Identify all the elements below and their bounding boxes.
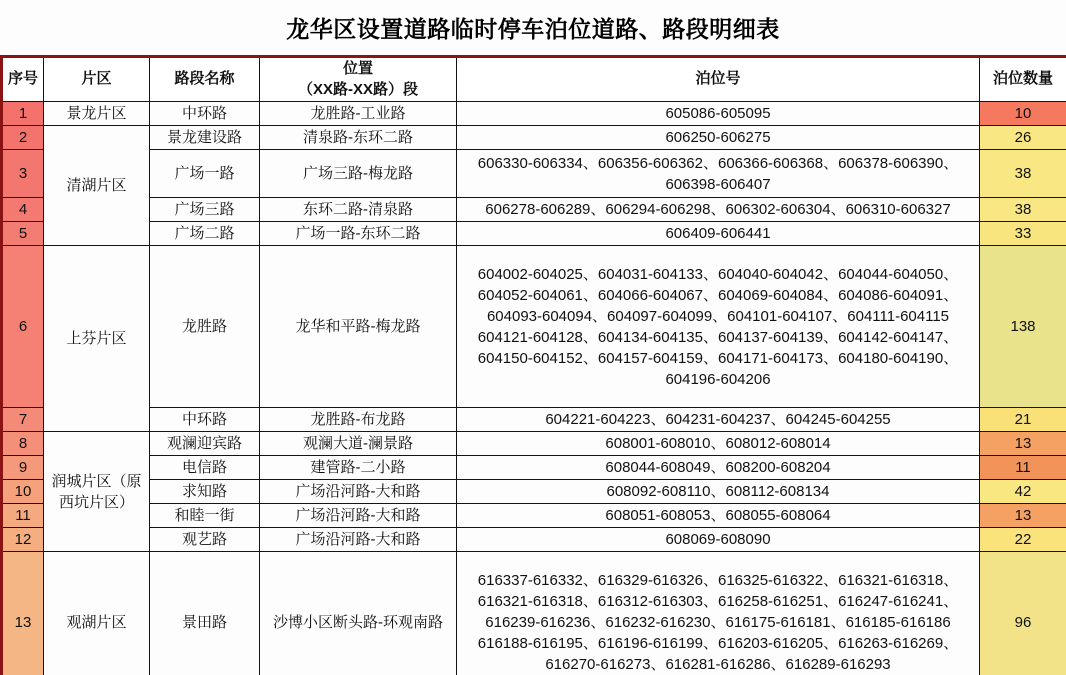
qty-cell: 96 xyxy=(980,552,1066,675)
seq-cell: 4 xyxy=(2,198,44,222)
berth-cell: 608092-608110、608112-608134 xyxy=(457,480,980,504)
seq-cell: 8 xyxy=(2,432,44,456)
location-cell: 清泉路-东环二路 xyxy=(260,126,457,150)
road-cell: 广场一路 xyxy=(150,150,260,198)
header-seq: 序号 xyxy=(2,57,44,102)
seq-cell: 5 xyxy=(2,222,44,246)
berth-cell xyxy=(457,552,980,675)
berth-block-1: 604002-604025、604031-604133、604040-604042、604044-604050、604052-604061、604066-604067、604069-604084、604086-604091、604093-604094、604097-604099、604101-604107、604111-604115 xyxy=(477,265,959,325)
seq-cell: 10 xyxy=(2,480,44,504)
qty-cell: 21 xyxy=(980,408,1066,432)
berth-cell: 608044-608049、608200-608204 xyxy=(457,456,980,480)
qty-cell: 13 xyxy=(980,432,1066,456)
location-cell: 龙华和平路-梅龙路 xyxy=(260,246,457,408)
berth-cell: 606250-606275 xyxy=(457,126,980,150)
berth-block-2: 604121-604128、604134-604135、604137-604139、604142-604147、604150-604152、604157-604159、604171-604173、604180-604190、604196-604206 xyxy=(477,328,959,388)
location-cell: 建管路-二小路 xyxy=(260,456,457,480)
berth-block-1: 616337-616332、616329-616326、616325-616322、616321-616318、616321-616318、616312-616303、616258-616251、616247-616241、616239-616236、616232-616230、616175-616181、616185-616186 xyxy=(477,572,959,631)
location-cell: 龙胜路-工业路 xyxy=(260,102,457,126)
berth-cell xyxy=(457,246,980,408)
road-cell: 中环路 xyxy=(150,408,260,432)
qty-cell: 38 xyxy=(980,150,1066,198)
qty-cell: 138 xyxy=(980,246,1066,408)
road-cell: 观艺路 xyxy=(150,528,260,552)
parking-berth-table xyxy=(0,55,1066,675)
berth-cell: 606330-606334、606356-606362、606366-606368、606378-606390、606398-606407 xyxy=(457,150,980,198)
road-cell: 广场三路 xyxy=(150,198,260,222)
table-row xyxy=(2,432,1066,456)
berth-cell: 608051-608053、608055-608064 xyxy=(457,504,980,528)
qty-cell: 22 xyxy=(980,528,1066,552)
qty-cell: 42 xyxy=(980,480,1066,504)
qty-cell: 11 xyxy=(980,456,1066,480)
table-row xyxy=(2,150,1066,198)
location-cell: 广场三路-梅龙路 xyxy=(260,150,457,198)
seq-cell: 3 xyxy=(2,150,44,198)
location-cell: 广场沿河路-大和路 xyxy=(260,528,457,552)
page-title: 龙华区设置道路临时停车泊位道路、路段明细表 xyxy=(286,16,780,42)
berth-cell: 605086-605095 xyxy=(457,102,980,126)
header-row xyxy=(2,57,1066,102)
table-row xyxy=(2,102,1066,126)
area-cell: 观湖片区 xyxy=(44,552,150,675)
header-road: 路段名称 xyxy=(150,57,260,102)
table-row xyxy=(2,552,1066,675)
header-location-line2: （XX路-XX路）段 xyxy=(297,80,418,98)
road-cell: 观澜迎宾路 xyxy=(150,432,260,456)
qty-cell: 13 xyxy=(980,504,1066,528)
header-area: 片区 xyxy=(44,57,150,102)
seq-cell: 1 xyxy=(2,102,44,126)
location-cell: 龙胜路-布龙路 xyxy=(260,408,457,432)
table-row xyxy=(2,408,1066,432)
seq-cell: 7 xyxy=(2,408,44,432)
berth-cell: 608001-608010、608012-608014 xyxy=(457,432,980,456)
qty-cell: 33 xyxy=(980,222,1066,246)
berth-cell: 608069-608090 xyxy=(457,528,980,552)
road-cell: 求知路 xyxy=(150,480,260,504)
location-cell: 沙博小区断头路-环观南路 xyxy=(260,552,457,675)
qty-cell: 26 xyxy=(980,126,1066,150)
road-cell: 景田路 xyxy=(150,552,260,675)
seq-cell: 2 xyxy=(2,126,44,150)
road-cell: 电信路 xyxy=(150,456,260,480)
table-row xyxy=(2,504,1066,528)
table-row xyxy=(2,222,1066,246)
seq-cell: 13 xyxy=(2,552,44,675)
qty-cell: 10 xyxy=(980,102,1066,126)
berth-cell: 606278-606289、606294-606298、606302-606304、606310-606327 xyxy=(457,198,980,222)
location-cell: 观澜大道-澜景路 xyxy=(260,432,457,456)
seq-cell: 12 xyxy=(2,528,44,552)
seq-cell: 9 xyxy=(2,456,44,480)
berth-cell: 604221-604223、604231-604237、604245-604255 xyxy=(457,408,980,432)
table-row xyxy=(2,198,1066,222)
berth-cell: 606409-606441 xyxy=(457,222,980,246)
road-cell: 龙胜路 xyxy=(150,246,260,408)
header-location-line1: 位置 xyxy=(342,60,373,78)
area-cell: 上芬片区 xyxy=(44,246,150,432)
location-cell: 东环二路-清泉路 xyxy=(260,198,457,222)
qty-cell: 38 xyxy=(980,198,1066,222)
road-cell: 广场二路 xyxy=(150,222,260,246)
table-row xyxy=(2,528,1066,552)
seq-cell: 11 xyxy=(2,504,44,528)
header-berth: 泊位号 xyxy=(457,57,980,102)
area-cell: 润城片区（原西坑片区） xyxy=(44,432,150,552)
table-row xyxy=(2,456,1066,480)
header-qty: 泊位数量 xyxy=(980,57,1066,102)
location-cell: 广场沿河路-大和路 xyxy=(260,504,457,528)
area-cell: 景龙片区 xyxy=(44,102,150,126)
road-cell: 景龙建设路 xyxy=(150,126,260,150)
title-bar xyxy=(0,0,1066,55)
table-row xyxy=(2,246,1066,408)
location-cell: 广场沿河路-大和路 xyxy=(260,480,457,504)
table-row xyxy=(2,480,1066,504)
location-cell: 广场一路-东环二路 xyxy=(260,222,457,246)
header-location xyxy=(260,57,457,102)
road-cell: 和睦一街 xyxy=(150,504,260,528)
seq-cell: 6 xyxy=(2,246,44,408)
area-cell: 清湖片区 xyxy=(44,126,150,246)
table-row xyxy=(2,126,1066,150)
berth-block-2: 616188-616195、616196-616199、616203-616205、616263-616269、616270-616273、616281-616286、616289-616293 xyxy=(477,635,959,673)
road-cell: 中环路 xyxy=(150,102,260,126)
